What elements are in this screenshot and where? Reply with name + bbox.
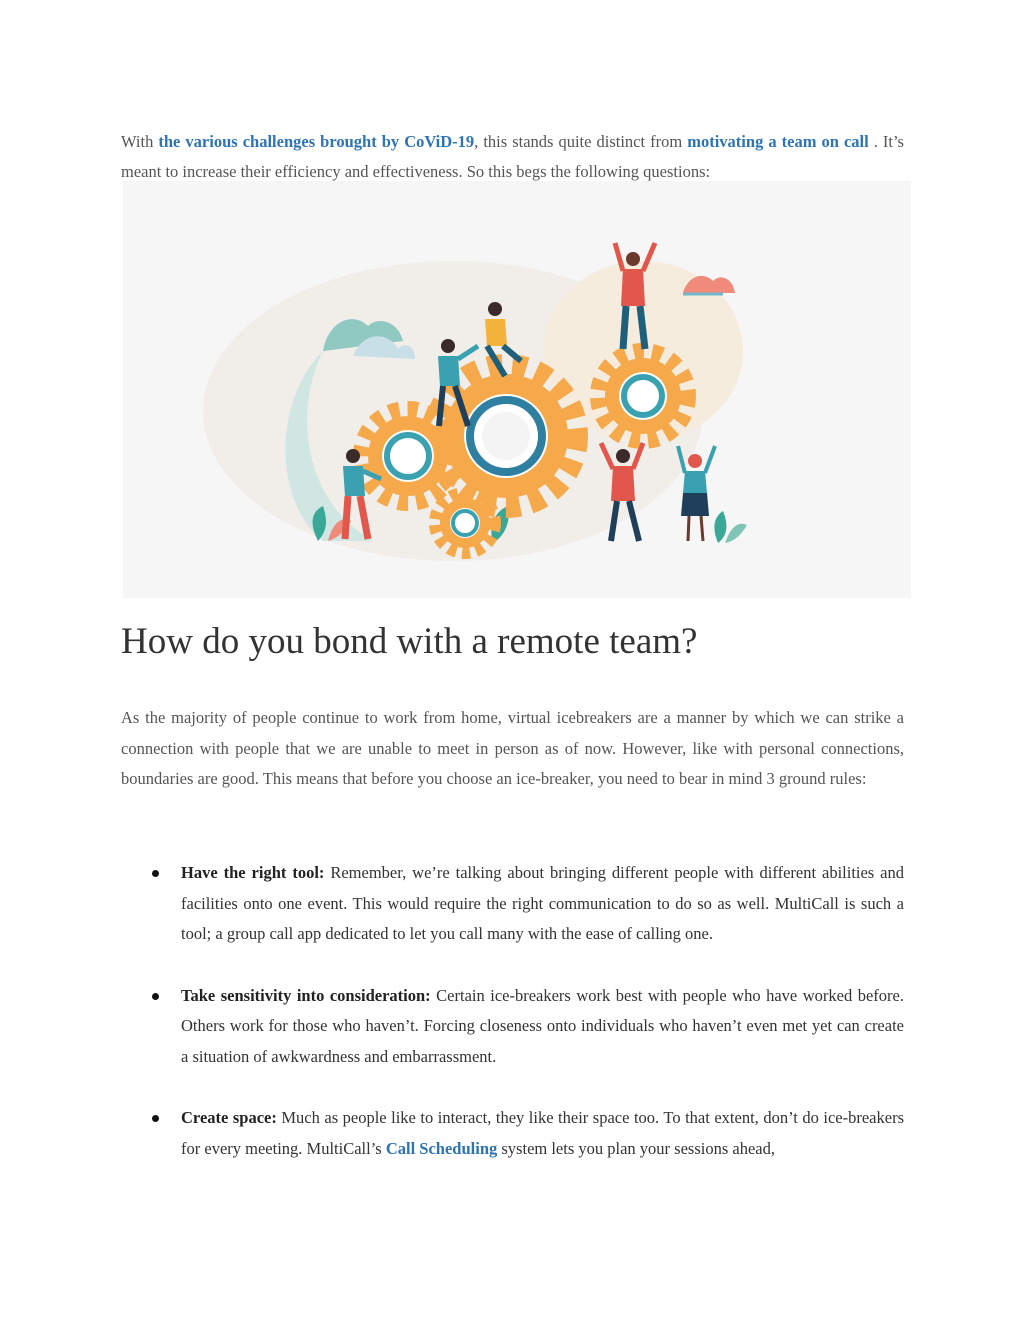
call-scheduling-link[interactable]: Call Scheduling	[385, 1138, 498, 1158]
list-item-text-continued: system lets you plan your sessions ahead,	[497, 1138, 775, 1158]
list-item-title: Have the right tool:	[181, 863, 325, 882]
motivating-team-link[interactable]: motivating a team on call	[687, 132, 869, 151]
list-item-text: Much as people like to interact, they like their space too. To that extent, don’t do ice-breakers for every meeting. MultiCall’s	[181, 1108, 904, 1158]
section-heading: How do you bond with a remote team?	[121, 621, 698, 662]
team-gears-illustration	[123, 181, 911, 598]
intro-text-2: , this stands quite distinct from	[474, 132, 688, 151]
list-item-text: Remember, we’re talking about bringing different people with different abilities and facilities onto one event. This would require the right communication to do so as well. MultiCall is such a tool; a group call app dedicated to let you call many with the ease of calling one.	[181, 863, 904, 943]
list-item-title: Create space:	[181, 1108, 277, 1127]
list-item	[121, 1103, 904, 1164]
list-item-text: Certain ice-breakers work best with people who have worked before. Others work for those who haven’t. Forcing closeness onto individuals who haven’t even met yet can create a situation of awkwardness and embarrassment.	[181, 985, 904, 1066]
intro-text-1: With	[121, 132, 159, 151]
intro-paragraph	[121, 127, 904, 187]
list-item	[121, 981, 904, 1073]
body-paragraph: As the majority of people continue to work from home, virtual icebreakers are a manner by which we can strike a connection with people that we are unable to meet in person as of now. However, like with personal connections, boundaries are good. This means that before you choose an ice-breaker, you need to bear in mind 3 ground rules:	[121, 708, 904, 788]
covid-challenges-link[interactable]: the various challenges brought by CoViD-19	[158, 132, 475, 151]
ground-rules-list	[121, 858, 904, 1195]
list-item	[121, 858, 904, 950]
intro-text-3: . It’s meant to increase their efficiency and effectiveness. So this begs the following questions:	[121, 132, 904, 181]
list-item-title: Take sensitivity into consideration:	[181, 985, 431, 1005]
person-cheering-woman-icon	[678, 446, 715, 541]
